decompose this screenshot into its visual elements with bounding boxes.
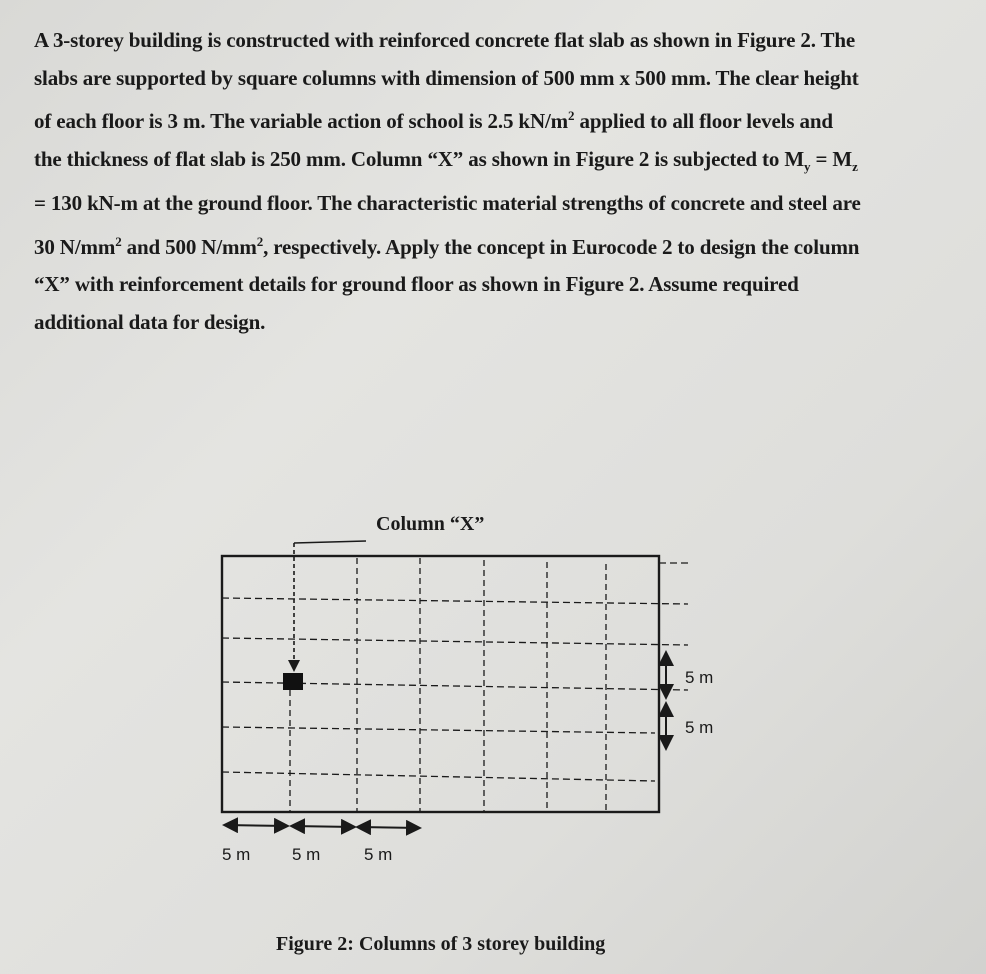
question-line-text: , respectively. Apply the concept in Eurocode 2 to design the column (263, 234, 860, 259)
superscript: 2 (568, 108, 575, 123)
question-line-text: and 500 N/mm (121, 234, 257, 259)
subscript: y (804, 158, 811, 174)
subscript: z (852, 158, 858, 174)
superscript: 2 (256, 233, 264, 249)
question-line-text: = 130 kN-m at the ground floor. The characteristic material strengths of concrete and steel are (34, 191, 861, 216)
dimension-label: 5 m (685, 718, 714, 737)
question-line-text: “X” with reinforcement details for ground floor as shown in Figure 2. Assume required (34, 272, 799, 297)
dimension-label: 5 m (292, 845, 321, 864)
question-line-text: A 3-storey building is constructed with reinforced concrete flat slab as shown in Figure 2. The (34, 28, 856, 52)
superscript: 2 (115, 233, 122, 249)
column-x-label: Column “X” (376, 513, 485, 535)
question-line-text: additional data for design. (34, 309, 266, 334)
question-line-text: of each floor is 3 m. The variable action of school is 2.5 kN/m (34, 109, 569, 133)
column-x (283, 673, 303, 690)
question-line-text: 30 N/mm (34, 234, 116, 259)
question-line-text: slabs are supported by square columns with dimension of 500 mm x 500 mm. The clear height (34, 65, 859, 90)
question-line-text: = M (810, 146, 853, 171)
question-line-text: applied to all floor levels and (574, 109, 833, 133)
horizontal-dimension-arrows (224, 825, 420, 828)
figure-caption: Figure 2: Columns of 3 storey building (276, 933, 606, 955)
question-line-text: the thickness of flat slab is 250 mm. Column “X” as shown in Figure 2 is subjected to M (34, 146, 805, 171)
dimension-label: 5 m (685, 668, 714, 687)
dimension-label: 5 m (364, 845, 393, 864)
horizontal-grid-lines (222, 563, 690, 781)
column-leader (288, 541, 366, 672)
dimension-label: 5 m (222, 845, 251, 864)
